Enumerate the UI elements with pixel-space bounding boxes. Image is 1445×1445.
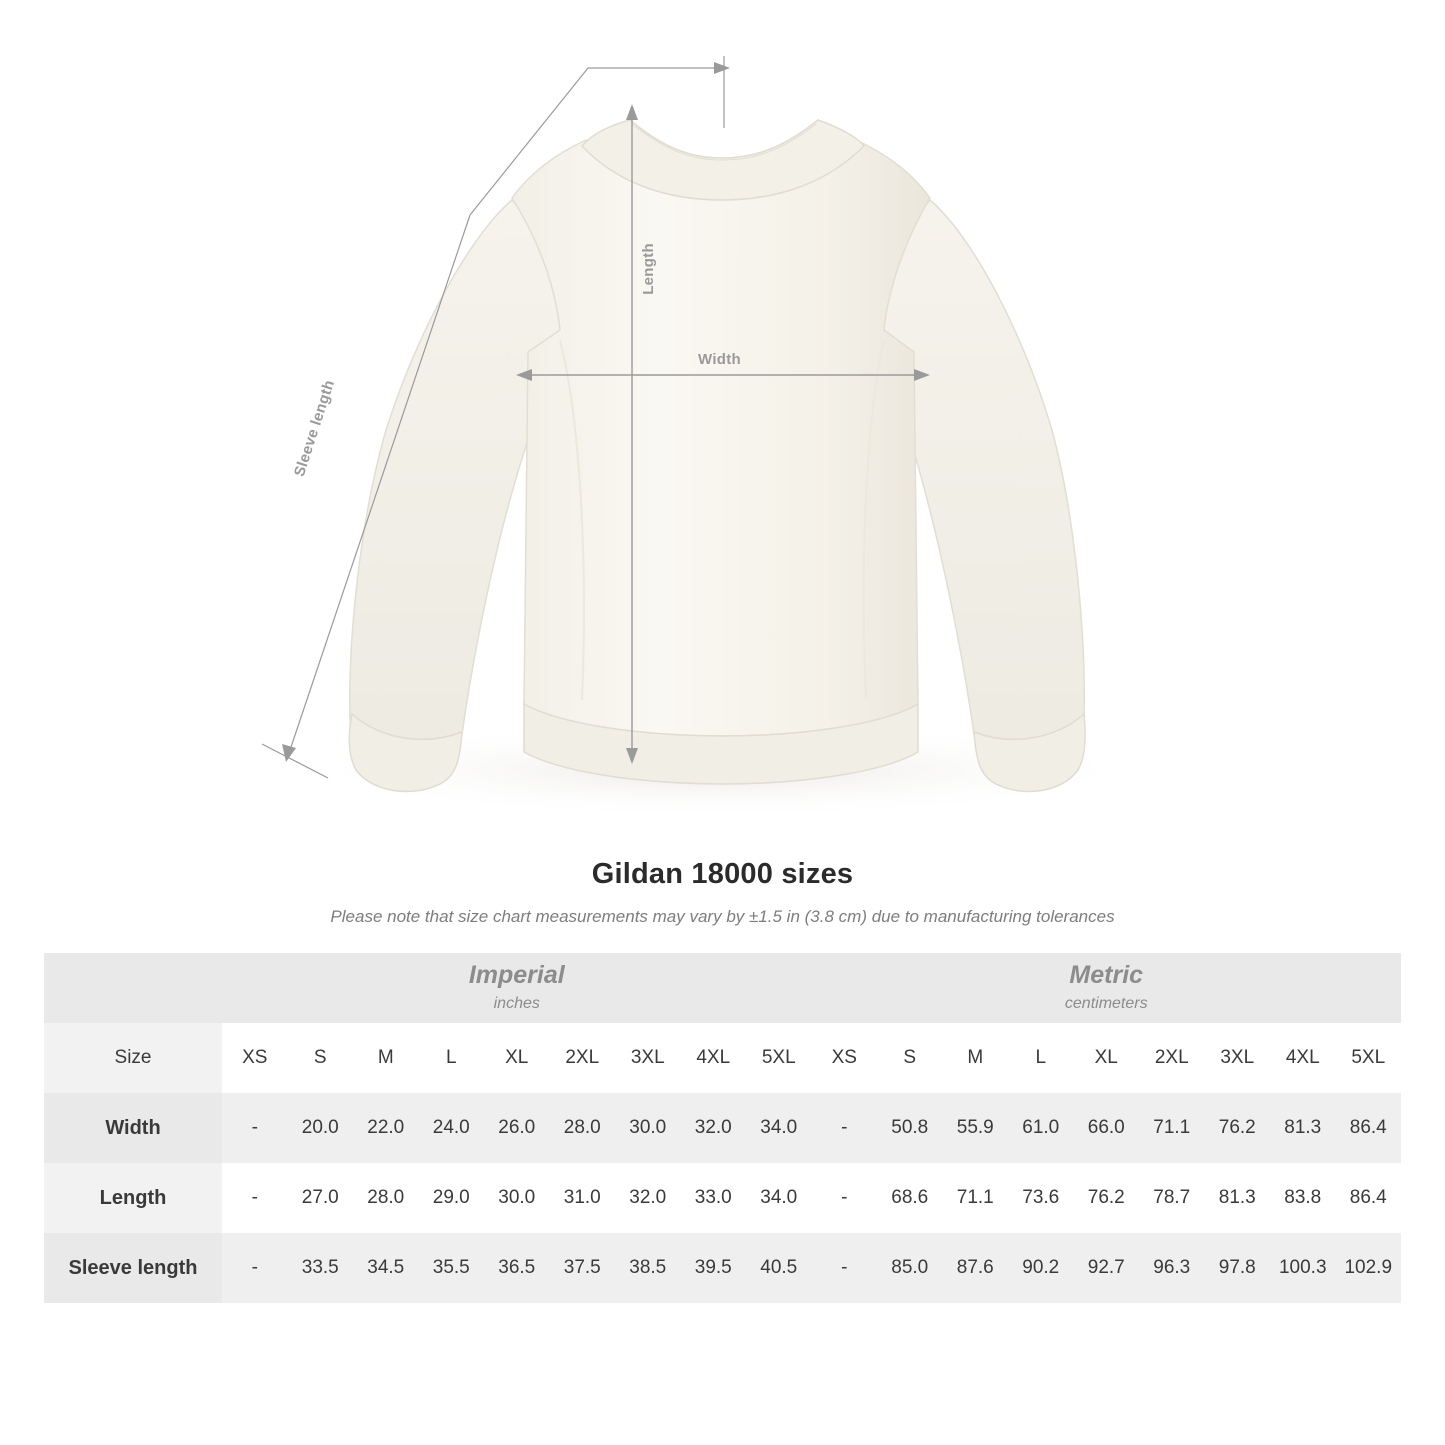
cell-width-metric-3xl: 76.2 bbox=[1205, 1093, 1271, 1163]
header-metric-xs: XS bbox=[812, 1023, 878, 1093]
cell-width-imperial-5xl: 34.0 bbox=[746, 1093, 812, 1163]
cell-width-metric-2xl: 71.1 bbox=[1139, 1093, 1205, 1163]
header-imperial-m: M bbox=[353, 1023, 419, 1093]
header-metric-m: M bbox=[943, 1023, 1009, 1093]
unit-spacer-cell bbox=[44, 953, 222, 1023]
size-chart-container bbox=[0, 953, 1445, 1303]
cell-length-imperial-2xl: 31.0 bbox=[550, 1163, 616, 1233]
cell-length-imperial-5xl: 34.0 bbox=[746, 1163, 812, 1233]
cell-sleeve-metric-xs: - bbox=[812, 1233, 878, 1303]
cell-width-imperial-s: 20.0 bbox=[288, 1093, 354, 1163]
cell-width-imperial-xl: 26.0 bbox=[484, 1093, 550, 1163]
header-imperial-s: S bbox=[288, 1023, 354, 1093]
cell-length-imperial-m: 28.0 bbox=[353, 1163, 419, 1233]
cell-sleeve-metric-l: 90.2 bbox=[1008, 1233, 1074, 1303]
cell-sleeve-imperial-5xl: 40.5 bbox=[746, 1233, 812, 1303]
header-imperial-5xl: 5XL bbox=[746, 1023, 812, 1093]
cell-sleeve-imperial-l: 35.5 bbox=[419, 1233, 485, 1303]
cell-sleeve-metric-m: 87.6 bbox=[943, 1233, 1009, 1303]
table-row bbox=[44, 1093, 1401, 1163]
cell-width-imperial-2xl: 28.0 bbox=[550, 1093, 616, 1163]
title-block bbox=[0, 858, 1445, 927]
page-title: Gildan 18000 sizes bbox=[591, 858, 854, 890]
imperial-unit-sub: inches bbox=[493, 994, 540, 1012]
cell-sleeve-metric-4xl: 100.3 bbox=[1270, 1233, 1336, 1303]
cell-length-imperial-s: 27.0 bbox=[288, 1163, 354, 1233]
header-metric-4xl: 4XL bbox=[1270, 1023, 1336, 1093]
cell-width-metric-l: 61.0 bbox=[1008, 1093, 1074, 1163]
cell-width-imperial-4xl: 32.0 bbox=[681, 1093, 747, 1163]
cell-length-metric-3xl: 81.3 bbox=[1205, 1163, 1271, 1233]
header-imperial-2xl: 2XL bbox=[550, 1023, 616, 1093]
cell-width-metric-4xl: 81.3 bbox=[1270, 1093, 1336, 1163]
cell-width-metric-m: 55.9 bbox=[943, 1093, 1009, 1163]
cell-width-imperial-3xl: 30.0 bbox=[615, 1093, 681, 1163]
cell-length-metric-4xl: 83.8 bbox=[1270, 1163, 1336, 1233]
header-metric-l: L bbox=[1008, 1023, 1074, 1093]
header-imperial-xs: XS bbox=[222, 1023, 288, 1093]
metric-unit-name: Metric bbox=[1069, 961, 1144, 990]
cell-length-metric-m: 71.1 bbox=[943, 1163, 1009, 1233]
header-metric-5xl: 5XL bbox=[1336, 1023, 1402, 1093]
cell-length-metric-2xl: 78.7 bbox=[1139, 1163, 1205, 1233]
cell-length-metric-s: 68.6 bbox=[877, 1163, 943, 1233]
row-label-width: Width bbox=[44, 1093, 222, 1163]
imperial-unit-name: Imperial bbox=[468, 961, 565, 990]
cell-sleeve-imperial-3xl: 38.5 bbox=[615, 1233, 681, 1303]
metric-unit-sub: centimeters bbox=[1064, 994, 1148, 1012]
table-row bbox=[44, 1233, 1401, 1303]
unit-header-row bbox=[44, 953, 1401, 1023]
row-label-sleeve-length: Sleeve length bbox=[44, 1233, 222, 1303]
cell-length-metric-l: 73.6 bbox=[1008, 1163, 1074, 1233]
size-header-label: Size bbox=[44, 1023, 222, 1093]
cell-sleeve-imperial-xs: - bbox=[222, 1233, 288, 1303]
metric-unit-cell bbox=[812, 953, 1402, 1023]
cell-width-metric-s: 50.8 bbox=[877, 1093, 943, 1163]
cell-sleeve-imperial-xl: 36.5 bbox=[484, 1233, 550, 1303]
cell-sleeve-metric-5xl: 102.9 bbox=[1336, 1233, 1402, 1303]
header-metric-2xl: 2XL bbox=[1139, 1023, 1205, 1093]
cell-sleeve-imperial-m: 34.5 bbox=[353, 1233, 419, 1303]
cell-length-imperial-xs: - bbox=[222, 1163, 288, 1233]
width-dimension-label: Width bbox=[698, 351, 742, 368]
size-chart-table bbox=[44, 953, 1401, 1303]
cell-length-metric-5xl: 86.4 bbox=[1336, 1163, 1402, 1233]
header-imperial-l: L bbox=[419, 1023, 485, 1093]
size-header-row bbox=[44, 1023, 1401, 1093]
cell-width-imperial-m: 22.0 bbox=[353, 1093, 419, 1163]
cell-sleeve-imperial-2xl: 37.5 bbox=[550, 1233, 616, 1303]
cell-length-metric-xs: - bbox=[812, 1163, 878, 1233]
cell-length-imperial-4xl: 33.0 bbox=[681, 1163, 747, 1233]
imperial-unit-cell bbox=[222, 953, 812, 1023]
cell-length-imperial-l: 29.0 bbox=[419, 1163, 485, 1233]
cell-length-imperial-xl: 30.0 bbox=[484, 1163, 550, 1233]
header-imperial-3xl: 3XL bbox=[615, 1023, 681, 1093]
row-label-length: Length bbox=[44, 1163, 222, 1233]
cell-width-metric-xs: - bbox=[812, 1093, 878, 1163]
cell-width-imperial-l: 24.0 bbox=[419, 1093, 485, 1163]
cell-sleeve-metric-3xl: 97.8 bbox=[1205, 1233, 1271, 1303]
table-row bbox=[44, 1163, 1401, 1233]
header-metric-xl: XL bbox=[1074, 1023, 1140, 1093]
cell-width-metric-xl: 66.0 bbox=[1074, 1093, 1140, 1163]
cell-sleeve-metric-2xl: 96.3 bbox=[1139, 1233, 1205, 1303]
length-dimension-label: Length bbox=[640, 243, 657, 295]
cell-sleeve-imperial-s: 33.5 bbox=[288, 1233, 354, 1303]
cell-width-imperial-xs: - bbox=[222, 1093, 288, 1163]
cell-length-imperial-3xl: 32.0 bbox=[615, 1163, 681, 1233]
cell-width-metric-5xl: 86.4 bbox=[1336, 1093, 1402, 1163]
header-imperial-4xl: 4XL bbox=[681, 1023, 747, 1093]
cell-sleeve-imperial-4xl: 39.5 bbox=[681, 1233, 747, 1303]
header-metric-s: S bbox=[877, 1023, 943, 1093]
header-metric-3xl: 3XL bbox=[1205, 1023, 1271, 1093]
cell-sleeve-metric-xl: 92.7 bbox=[1074, 1233, 1140, 1303]
sleeve-length-dimension-label: Sleeve length bbox=[290, 377, 339, 479]
tolerance-note: Please note that size chart measurements may vary by ±1.5 in (3.8 cm) due to manufacturing tolerances bbox=[330, 907, 1115, 926]
cell-length-metric-xl: 76.2 bbox=[1074, 1163, 1140, 1233]
cell-sleeve-metric-s: 85.0 bbox=[877, 1233, 943, 1303]
header-imperial-xl: XL bbox=[484, 1023, 550, 1093]
